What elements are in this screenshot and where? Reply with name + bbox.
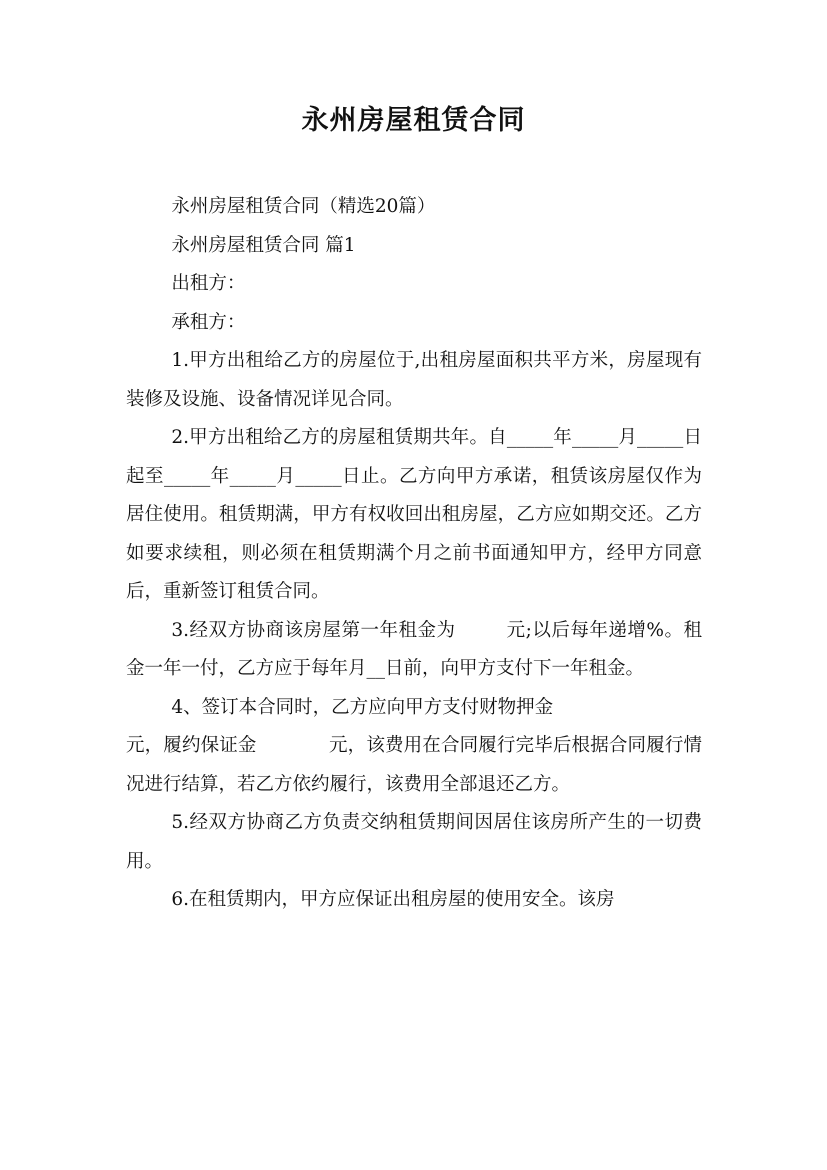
paragraph-lessor: 出租方： [171,273,246,294]
paragraph-clause-1: 1.甲方出租给乙方的房屋位于,出租房屋面积共平方米，房屋现有装修及设施、设备情况详见合同。 [126,350,702,410]
paragraph-section-heading: 永州房屋租赁合同 篇1 [171,234,356,256]
document-body [126,188,702,920]
paragraph-clause-3: 3.经双方协商该房屋第一年租金为 元;以后每年递增%。租金一年一付，乙方应于每年月__日前，向甲方支付下一年租金。 [126,619,702,679]
document-title: 永州房屋租赁合同 [301,105,526,136]
paragraph-clause-2: 2.甲方出租给乙方的房屋租赁期共年。自_____年_____月_____日起至_____年_____月_____日止。乙方向甲方承诺，租赁该房屋仅作为居住使用。租赁期满，甲方有权收回出租房屋，乙方应如期交还。乙方如要求续租，则必须在租赁期满个月之前书面通知甲方，经甲方同意后，重新签订租赁合同。 [126,427,702,602]
paragraph-clause-6: 6.在租赁期内，甲方应保证出租房屋的使用安全。该房 [171,889,615,910]
paragraph-clause-4-continued: 元，履约保证金 元，该费用在合同履行完毕后根据合同履行情况进行结算，若乙方依约履行，该费用全部退还乙方。 [126,735,702,795]
paragraph-subtitle: 永州房屋租赁合同（精选20篇） [171,196,436,217]
paragraph-clause-4: 4、签订本合同时，乙方应向甲方支付财物押金 [171,696,554,718]
paragraph-clause-5: 5.经双方协商乙方负责交纳租赁期间因居住该房所产生的一切费用。 [126,812,702,872]
paragraph-lessee: 承租方： [171,311,246,333]
